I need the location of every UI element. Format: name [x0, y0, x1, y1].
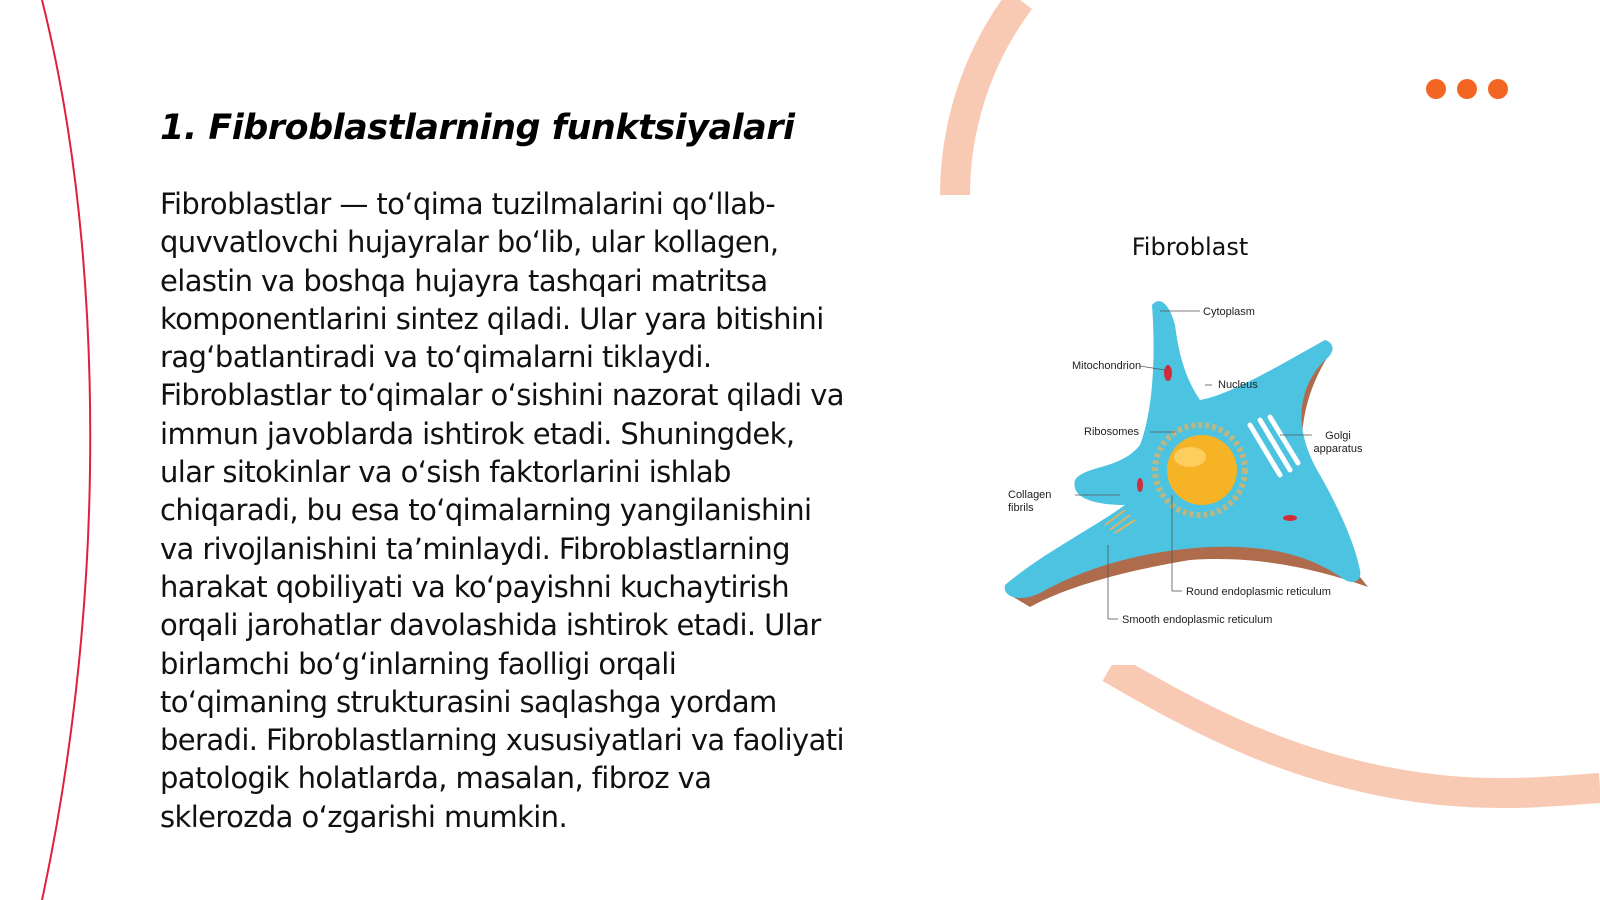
fibroblast-diagram — [990, 225, 1390, 665]
slide-title: 1. Fibroblastlarning funktsiyalari — [160, 108, 795, 148]
label-collagen: Collagen — [1008, 489, 1052, 501]
label-ribosomes: Ribosomes — [1084, 426, 1140, 438]
mitochondrion — [1137, 478, 1143, 492]
slide-body-text: Fibroblastlar — to‘qima tuzilmalarini qo‘llab-quvvatlovchi hujayralar bo‘lib, ular kollagen, elastin va boshqa hujayra tashqari matritsa komponentlarini sintez qiladi. Ular yara bitishini rag‘batlantiradi va to‘qimalarni tiklaydi. Fibroblastlar to‘qimalar o‘sishini nazorat qiladi va immun javoblarda ishtirok etadi. Shuningdek, ular sitokinlar va o‘sish faktorlarini ishlab chiqaradi, bu esa to‘qimalarning yangilanishini va rivojlanishini ta’minlaydi. Fibroblastlarning harakat qobiliyati va ko‘payishni kuchaytirish orqali jarohatlar davolashida ishtirok etadi. Ular birlamchi bo‘g‘inlarning faolligi orqali to‘qimaning strukturasini saqlashga yordam beradi. Fibroblastlarning xususiyatlari va faoliyati patologik holatlarda, masalan, fibroz va sklerozda o‘zgarishi mumkin. — [160, 187, 844, 834]
dot-icon — [1457, 79, 1477, 99]
label-nucleus: Nucleus — [1218, 379, 1258, 391]
dot-icon — [1426, 79, 1446, 99]
label-golgi: Golgi — [1325, 430, 1351, 442]
label-mitochondrion: Mitochondrion — [1072, 360, 1142, 372]
label-collagen-fibrils: fibrils — [1008, 502, 1034, 514]
label-smooth-er: Smooth endoplasmic reticulum — [1122, 614, 1273, 626]
mitochondrion — [1164, 365, 1172, 381]
mitochondrion — [1283, 515, 1297, 521]
label-rough-er: Round endoplasmic reticulum — [1186, 586, 1331, 598]
figure-title: Fibroblast — [1131, 233, 1249, 261]
dot-icon — [1488, 79, 1508, 99]
nucleus — [1167, 435, 1237, 505]
label-golgi-apparatus: apparatus — [1313, 443, 1363, 455]
three-dots-icon — [1426, 79, 1508, 99]
label-cytoplasm: Cytoplasm — [1203, 306, 1255, 318]
fibroblast-figure — [990, 225, 1390, 665]
nucleus-highlight — [1174, 447, 1206, 467]
left-red-curve — [0, 0, 120, 900]
